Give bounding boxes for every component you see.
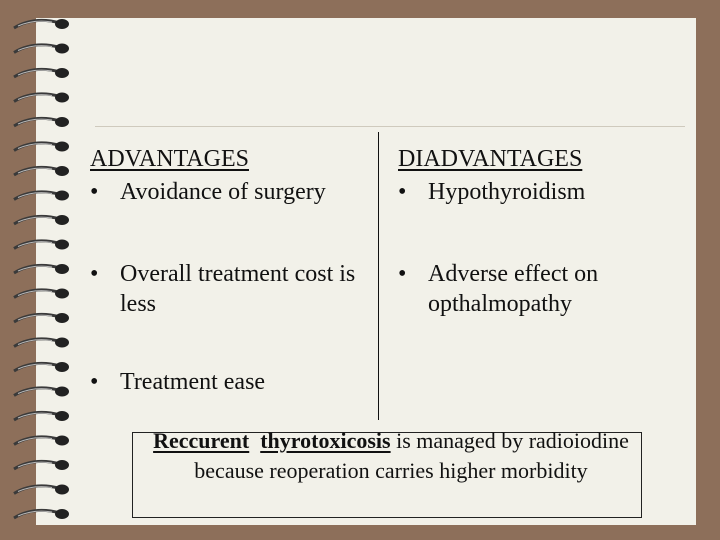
binding-hole	[55, 338, 69, 348]
note-text	[96, 426, 686, 486]
binding-ring-shine	[18, 315, 52, 320]
advantages-list	[90, 177, 375, 397]
binding-ring-shine	[18, 95, 52, 100]
binding-hole	[55, 485, 69, 495]
binding-hole	[55, 215, 69, 225]
binding-hole	[55, 142, 69, 152]
disadvantages-column	[398, 144, 688, 319]
binding-ring-shine	[18, 438, 52, 443]
binding-ring-shine	[18, 511, 52, 516]
binding-ring-shine	[18, 242, 52, 247]
note-line1-rest: is managed by radioiodine	[390, 428, 629, 453]
binding-hole	[55, 289, 69, 299]
list-item	[90, 367, 375, 397]
title-divider	[95, 126, 685, 127]
column-divider	[378, 132, 379, 420]
list-item	[398, 177, 688, 207]
binding-ring-shine	[18, 144, 52, 149]
binding-hole	[55, 166, 69, 176]
binding-hole	[55, 240, 69, 250]
note-term-thyrotoxicosis: thyrotoxicosis	[260, 428, 391, 453]
binding-ring-shine	[18, 266, 52, 271]
note-line2: because reoperation carries higher morbidity	[194, 458, 588, 483]
list-item-text: Treatment ease	[120, 369, 266, 395]
list-item-text: Adverse effect on opthalmopathy	[428, 261, 599, 317]
binding-hole	[55, 117, 69, 127]
binding-hole	[55, 362, 69, 372]
disadvantages-heading: DIADVANTAGES	[398, 146, 583, 172]
note-term-recurrent: Reccurent	[153, 428, 250, 453]
binding-ring-shine	[18, 21, 52, 26]
list-item-text: Hypothyroidism	[428, 179, 586, 205]
binding-hole	[55, 68, 69, 78]
binding-hole	[55, 93, 69, 103]
list-item-text: Overall treatment cost is less	[120, 261, 356, 317]
binding-ring-shine	[18, 291, 52, 296]
binding-ring-shine	[18, 340, 52, 345]
bullet-icon: •	[398, 179, 407, 205]
binding-ring-shine	[18, 46, 52, 51]
binding-hole	[55, 436, 69, 446]
bullet-icon: •	[90, 179, 99, 205]
binding-ring-shine	[18, 364, 52, 369]
binding-hole	[55, 44, 69, 54]
advantages-column	[90, 144, 375, 397]
binding-hole	[55, 411, 69, 421]
bullet-icon: •	[90, 261, 99, 287]
bullet-icon: •	[398, 261, 407, 287]
list-item	[398, 259, 688, 319]
list-item	[90, 259, 375, 319]
spiral-binding	[0, 0, 90, 540]
binding-ring-shine	[18, 487, 52, 492]
binding-ring-shine	[18, 462, 52, 467]
binding-hole	[55, 460, 69, 470]
disadvantages-list	[398, 177, 688, 319]
binding-ring-shine	[18, 119, 52, 124]
binding-hole	[55, 509, 69, 519]
binding-ring-shine	[18, 70, 52, 75]
binding-hole	[55, 313, 69, 323]
binding-ring-shine	[18, 168, 52, 173]
list-item-text: Avoidance of surgery	[120, 179, 326, 205]
binding-ring-shine	[18, 389, 52, 394]
binding-hole	[55, 191, 69, 201]
binding-hole	[55, 387, 69, 397]
advantages-heading: ADVANTAGES	[90, 146, 249, 172]
binding-ring-shine	[18, 193, 52, 198]
binding-ring-shine	[18, 413, 52, 418]
binding-ring-shine	[18, 217, 52, 222]
binding-hole	[55, 19, 69, 29]
list-item	[90, 177, 375, 207]
binding-hole	[55, 264, 69, 274]
bullet-icon: •	[90, 369, 99, 395]
